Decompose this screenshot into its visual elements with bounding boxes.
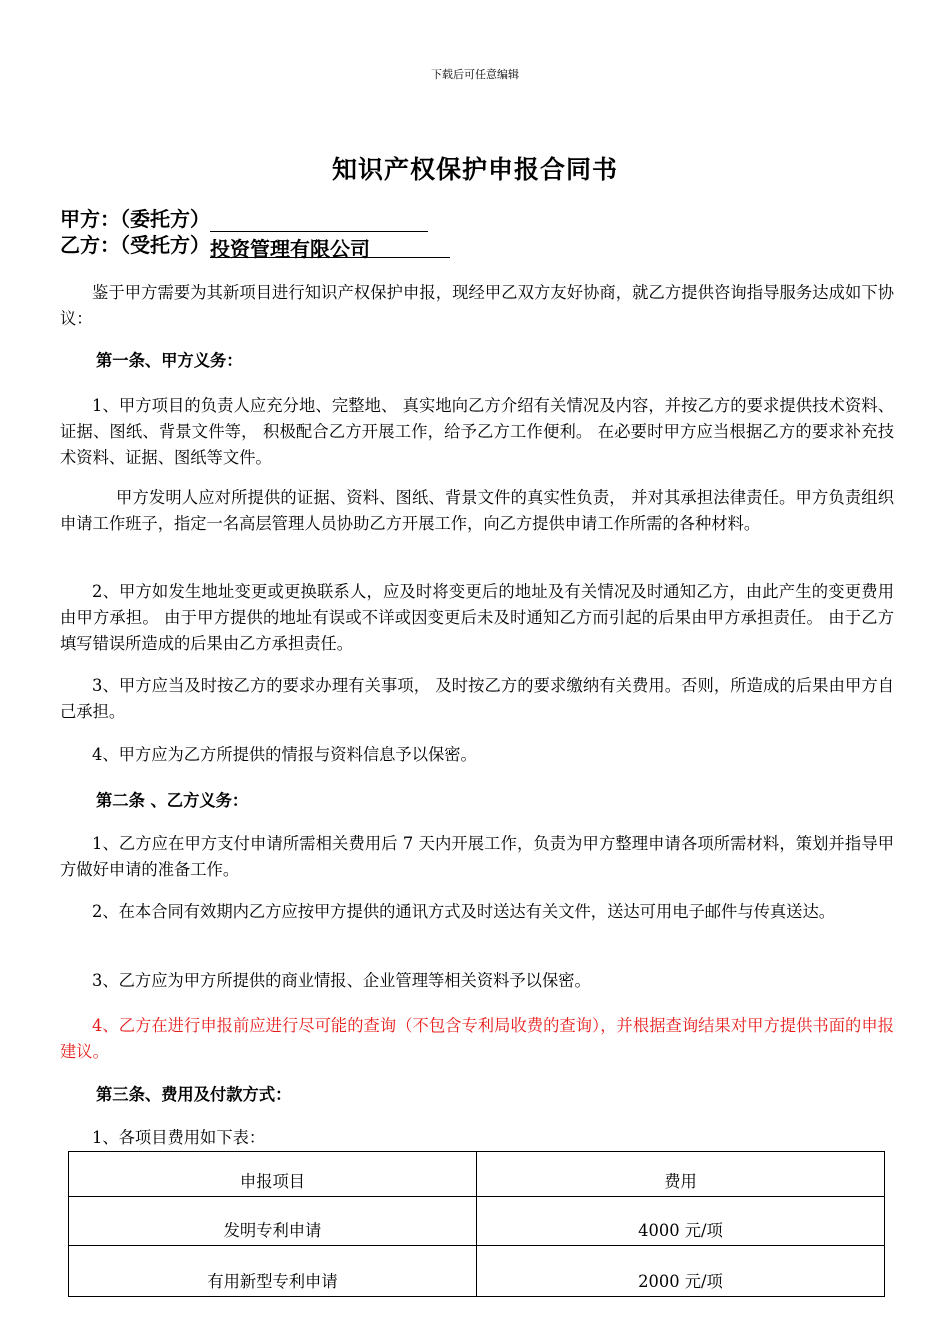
article2-paragraph-4: 4、乙方在进行申报前应进行尽可能的查询（不包含专利局收费的查询），并根据查询结果对甲方提供书面的申报建议。 xyxy=(60,1016,894,1061)
table-header-cell: 费用 xyxy=(477,1152,885,1197)
article2-paragraph-1: 1、乙方应在甲方支付申请所需相关费用后 7 天内开展工作，负责为甲方整理申请各项所需材料，策划并指导甲方做好申请的准备工作。 xyxy=(60,834,894,879)
party-b-line xyxy=(60,229,450,261)
party-b-value: 投资管理有限公司 xyxy=(210,233,450,258)
article1-paragraph-5: 4、甲方应为乙方所提供的情报与资料信息予以保密。 xyxy=(92,745,477,764)
intro-paragraph: 鉴于甲方需要为其新项目进行知识产权保护申报，现经甲乙双方友好协商，就乙方提供咨询指导服务达成如下协议： xyxy=(60,283,894,328)
article1-paragraph-4: 3、甲方应当及时按乙方的要求办理有关事项， 及时按乙方的要求缴纳有关费用。否则，所造成的后果由甲方自己承担。 xyxy=(60,676,894,721)
article1-paragraph-3: 2、甲方如发生地址变更或更换联系人，应及时将变更后的地址及有关情况及时通知乙方，由此产生的变更费用由甲方承担。 由于甲方提供的地址有误或不详或因变更后未及时通知乙方而引起的后果由甲方承担责任。 由于乙方填写错误所造成的后果由乙方承担责任。 xyxy=(60,582,894,653)
table-cell-fee: 4000 元/项 xyxy=(477,1197,885,1246)
document-title: 知识产权保护申报合同书 xyxy=(331,155,618,184)
article3-paragraph-1: 1、各项目费用如下表： xyxy=(92,1128,266,1147)
article3-heading: 第三条、费用及付款方式： xyxy=(96,1085,292,1104)
article1-paragraph-1: 1、甲方项目的负责人应充分地、完整地、 真实地向乙方介绍有关情况及内容，并按乙方的要求提供技术资料、证据、图纸、背景文件等， 积极配合乙方开展工作，给予乙方工作便利。 在必要时甲方应当根据乙方的要求补充技术资料、证据、图纸等文件。 xyxy=(60,396,894,467)
table-row xyxy=(69,1246,885,1297)
table-cell-item: 发明专利申请 xyxy=(69,1197,477,1246)
table-cell-item: 有用新型专利申请 xyxy=(69,1246,477,1297)
article1-paragraph-2: 甲方发明人应对所提供的证据、资料、图纸、背景文件的真实性负责， 并对其承担法律责任。甲方负责组织申请工作班子，指定一名高层管理人员协助乙方开展工作，向乙方提供申请工作所需的各种材料。 xyxy=(60,488,894,533)
article2-paragraph-2: 2、在本合同有效期内乙方应按甲方提供的通讯方式及时送达有关文件，送达可用电子邮件与传真送达。 xyxy=(92,902,836,921)
article1-heading: 第一条、甲方义务： xyxy=(96,351,243,370)
article2-heading: 第二条 、乙方义务： xyxy=(96,791,249,810)
party-a-label: 甲方：（委托方） xyxy=(60,207,210,231)
fee-table xyxy=(68,1151,885,1297)
table-header-row xyxy=(69,1152,885,1197)
table-header-cell: 申报项目 xyxy=(69,1152,477,1197)
article2-paragraph-3: 3、乙方应为甲方所提供的商业情报、企业管理等相关资料予以保密。 xyxy=(92,971,591,990)
table-row xyxy=(69,1197,885,1246)
table-cell-fee: 2000 元/项 xyxy=(477,1246,885,1297)
header-note: 下载后可任意编辑 xyxy=(431,68,519,81)
party-a-line xyxy=(60,203,428,232)
party-b-label: 乙方：（受托方） xyxy=(60,233,210,257)
